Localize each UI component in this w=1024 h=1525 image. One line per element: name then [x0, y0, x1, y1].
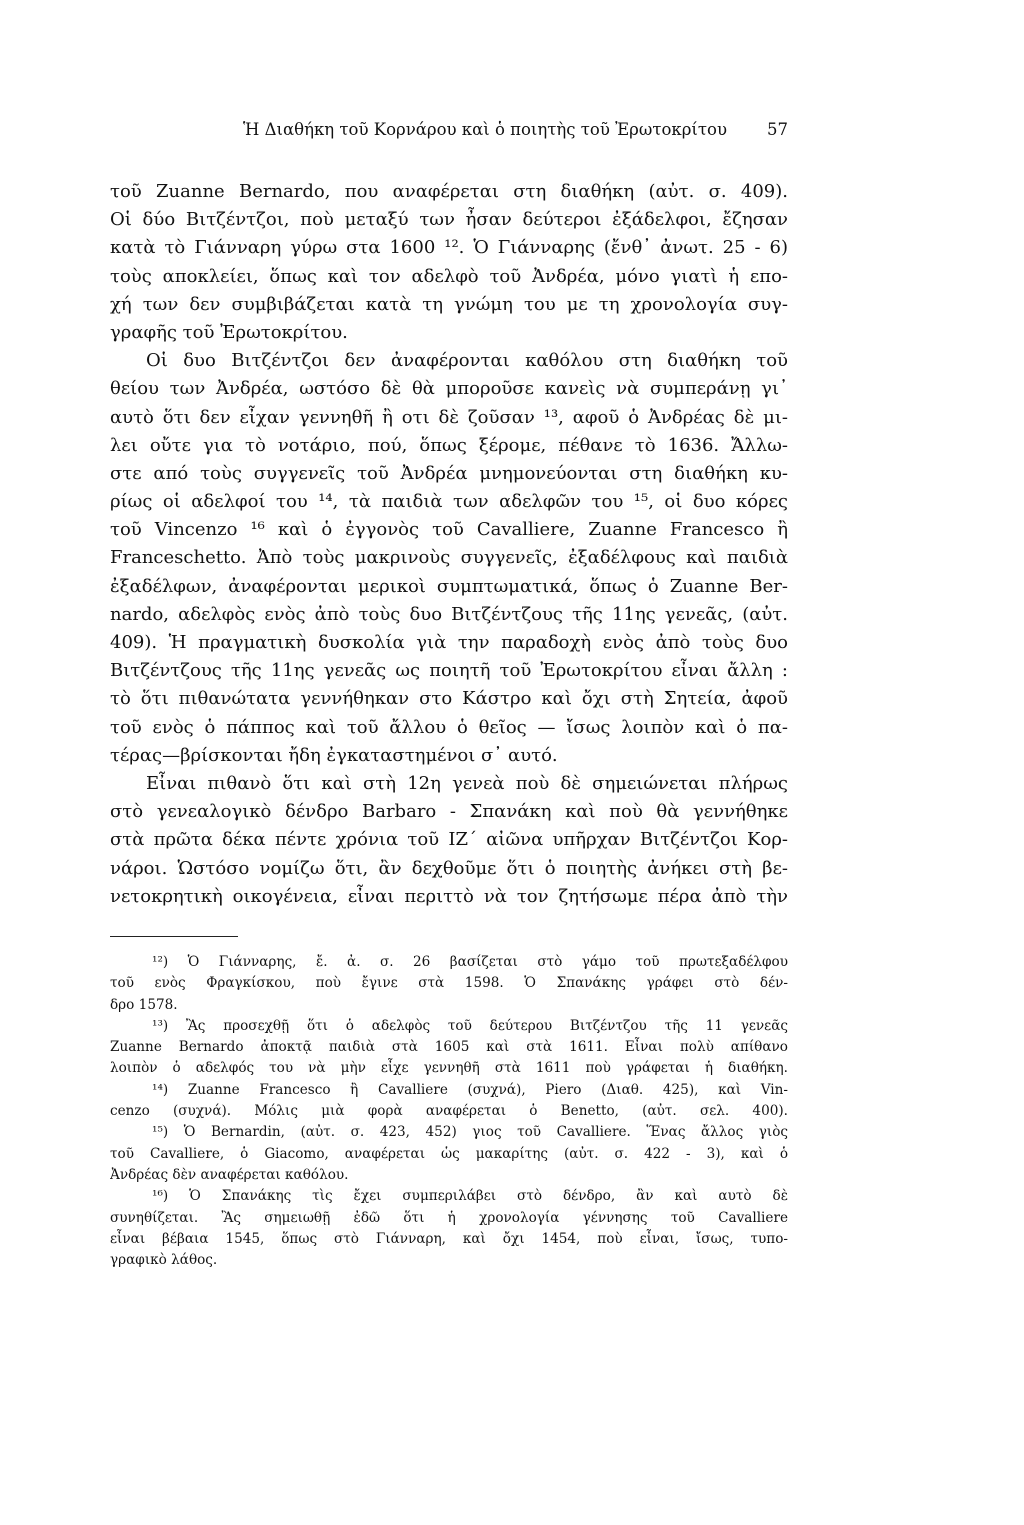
text-line: στὰ πρῶτα δέκα πέντε χρόνια τοῦ ΙΖ´ αἰῶνα υπῆρχαν Βιτζέντζοι Κορ- — [110, 829, 788, 851]
text-line: χή των δεν συμβιβάζεται κατὰ τη γνώμη του με τη χρονολογία συγ- — [110, 293, 788, 315]
running-title: Ἡ Διαθήκη τοῦ Κορνάρου καὶ ὁ ποιητὴς τοῦ Ἐρωτοκρίτου — [243, 120, 727, 139]
footnote-line: γραφικὸ λάθος. — [110, 1252, 218, 1269]
text-line: Οἱ δυο Βιτζέντζοι δεν ἀναφέρονται καθόλου στη διαθήκη τοῦ — [146, 350, 788, 372]
text-line: στὸ γενεαλογικὸ δένδρο Barbaro - Σπανάκη καὶ ποὺ θὰ γεννήθηκε — [110, 801, 788, 823]
footnote-line: εἶναι βέβαια 1545, ὅπως στὸ Γιάνναρη, καὶ ὄχι 1454, ποὺ εἶναι, ἴσως, τυπο- — [110, 1230, 788, 1247]
text-line: Οἱ δύο Βιτζέντζοι, ποὺ μεταξύ των ἦσαν δεύτεροι ἐξάδελφοι, ἔζησαν — [110, 209, 788, 231]
text-line: nardo, αδελφὸς ενὸς ἀπὸ τοὺς δυο Βιτζέντζους τῆς 11ης γενεᾶς, (αὐτ. — [110, 603, 788, 625]
text-line: κατὰ τὸ Γιάνναρη γύρω στα 1600 ¹². Ὁ Γιάνναρης (ἔνθ᾽ ἀνωτ. 25 - 6) — [110, 237, 788, 259]
footnote-line: ¹⁵) Ὁ Bernardin, (αὐτ. σ. 423, 452) γιος τοῦ Cavalliere. Ἕνας ἄλλος γιὸς — [152, 1124, 788, 1141]
text-line: στε από τοὺς συγγενεῖς τοῦ Ἀνδρέα μνημονεύονται στη διαθήκη κυ- — [110, 462, 788, 484]
text-line: τὸ ὅτι πιθανώτατα γεννήθηκαν στο Κάστρο καὶ ὄχι στὴ Σητεία, ἀφοῦ — [110, 688, 788, 710]
footnote-divider — [110, 936, 238, 937]
text-line: γραφῆς τοῦ Ἐρωτοκρίτου. — [110, 321, 348, 343]
text-line: ἐξαδέλφων, ἀναφέρονται μερικοὶ συμπτωματικά, ὅπως ὁ Zuanne Ber- — [110, 575, 788, 597]
text-line: νάροι. Ὡστόσο νομίζω ὅτι, ἂν δεχθοῦμε ὅτι ὁ ποιητὴς ἀνήκει στὴ βε- — [110, 857, 788, 879]
text-line: νετοκρητικὴ οικογένεια, εἶναι περιττὸ νὰ τον ζητήσωμε πέρα ἀπὸ τὴν — [110, 885, 788, 907]
footnote-line: συνηθίζεται. Ἂς σημειωθῇ ἐδῶ ὅτι ἡ χρονολογία γέννησης τοῦ Cavalliere — [110, 1209, 788, 1226]
footnote-line: ¹³) Ἂς προσεχθῇ ὅτι ὁ αδελφὸς τοῦ δεύτερου Βιτζέντζου τῆς 11 γενεᾶς — [152, 1017, 788, 1034]
text-line: τοῦ Zuanne Bernardo, που αναφέρεται στη διαθήκη (αὐτ. σ. 409). — [110, 181, 788, 202]
footnote-line: Ἀνδρέας δὲν αναφέρεται καθόλου. — [110, 1166, 349, 1183]
footnote-line: δρο 1578. — [110, 996, 178, 1013]
text-line: τοῦ ενὸς ὁ πάππος καὶ τοῦ ἄλλου ὁ θεῖος — ἴσως λοιπὸν καὶ ὁ πα- — [110, 716, 788, 738]
page-number: 57 — [767, 120, 788, 139]
text-line: Βιτζέντζους τῆς 11ης γενεᾶς ως ποιητῆ τοῦ Ἐρωτοκρίτου εἶναι ἄλλη : — [110, 660, 788, 682]
text-line: 409). Ἡ πραγματικὴ δυσκολία γιὰ την παραδοχὴ ενὸς ἀπὸ τοὺς δυο — [110, 632, 788, 653]
text-line: Εἶναι πιθανὸ ὅτι καὶ στὴ 12η γενεὰ ποὺ δὲ σημειώνεται πλήρως — [146, 772, 788, 794]
text-line: τοῦ Vincenzo ¹⁶ καὶ ὁ ἐγγονὸς τοῦ Cavalliere, Zuanne Francesco ἢ — [110, 519, 788, 541]
text-line: λει οὔτε για τὸ νοτάριο, πού, ὅπως ξέρομε, πέθανε τὸ 1636. Ἄλλω- — [110, 434, 788, 456]
footnote-line: ¹²) Ὁ Γιάνναρης, ἔ. ἀ. σ. 26 βασίζεται στὸ γάμο τοῦ πρωτεξαδέλφου — [152, 954, 788, 970]
text-line: θείου των Ἀνδρέα, ωστόσο δὲ θὰ μποροῦσε κανεὶς νὰ συμπεράνῃ γι᾽ — [110, 378, 788, 400]
footnotes — [110, 952, 788, 1271]
text-line: τοὺς αποκλείει, ὅπως καὶ τον αδελφὸ τοῦ Ἀνδρέα, μόνο γιατὶ ἡ επο- — [110, 265, 788, 287]
footnote-line: τοῦ ενὸς Φραγκίσκου, ποὺ ἔγινε στὰ 1598. Ὁ Σπανάκης γράφει στὸ δέν- — [110, 975, 788, 992]
footnote-line: ¹⁶) Ὁ Σπανάκης τὶς ἔχει συμπεριλάβει στὸ δένδρο, ἂν καὶ αυτὸ δὲ — [152, 1188, 788, 1205]
text-line: τέρας—βρίσκονται ἤδη ἐγκαταστημένοι σ᾽ αυτό. — [110, 744, 558, 766]
footnote-line: λοιπὸν ὁ αδελφός του νὰ μὴν εἶχε γεννηθῆ στὰ 1611 ποὺ γράφεται ἡ διαθήκη. — [110, 1060, 788, 1077]
footnote-line: cenzo (συχνά). Μόλις μιὰ φορὰ αναφέρεται ὁ Benetto, (αὐτ. σελ. 400). — [110, 1103, 788, 1120]
text-line: Franceschetto. Ἀπὸ τοὺς μακρινοὺς συγγενεῖς, ἐξαδέλφους καὶ παιδιὰ — [110, 547, 788, 569]
main-text — [110, 178, 788, 911]
text-line: αυτὸ ὅτι δεν εἶχαν γεννηθῆ ἢ οτι δὲ ζοῦσαν ¹³, αφοῦ ὁ Ἀνδρέας δὲ μι- — [110, 406, 788, 428]
footnote-line: ¹⁴) Zuanne Francesco ἢ Cavalliere (συχνά), Piero (Διαθ. 425), καὶ Vin- — [152, 1081, 788, 1098]
text-line: ρίως οἱ αδελφοί του ¹⁴, τὰ παιδιὰ των αδελφῶν του ¹⁵, οἱ δυο κόρες — [110, 491, 788, 513]
footnote-line: τοῦ Cavalliere, ὁ Giacomo, αναφέρεται ὡς μακαρίτης (αὐτ. σ. 422 - 3), καὶ ὁ — [110, 1145, 788, 1162]
footnote-line: Zuanne Bernardo ἀποκτᾷ παιδιὰ στὰ 1605 καὶ στὰ 1611. Εἶναι πολὺ απίθανο — [110, 1039, 788, 1056]
running-header — [243, 120, 788, 150]
